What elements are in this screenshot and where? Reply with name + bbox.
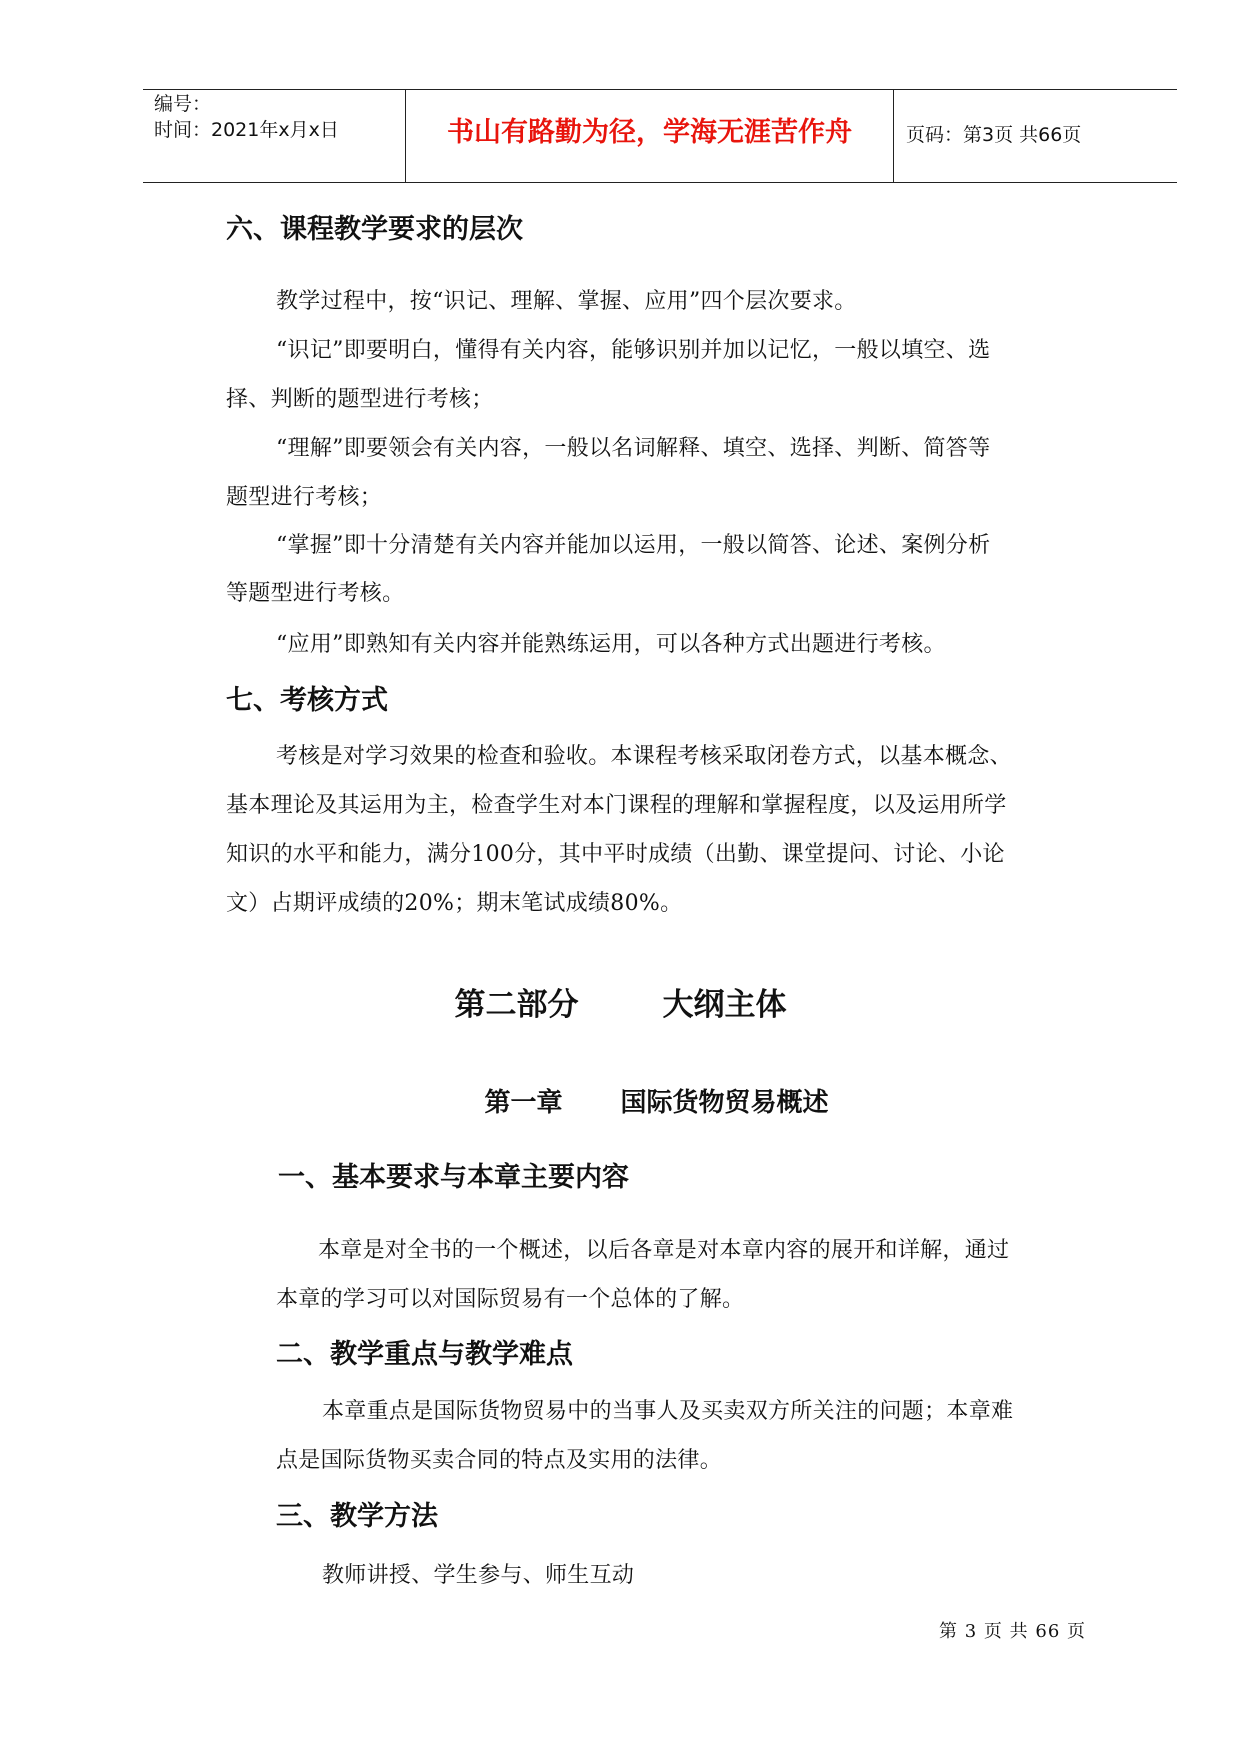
chapter-name: 国际货物贸易概述 (620, 1088, 829, 1118)
chapter1-section-1-title: 一、基本要求与本章主要内容 (278, 1162, 629, 1193)
chapter1-section-2-title: 二、教学重点与教学难点 (276, 1339, 573, 1370)
c3-line-1: 教师讲授、学生参与、师生互动 (322, 1563, 635, 1588)
c1-line-2: 本章的学习可以对国际贸易有一个总体的了解。 (276, 1287, 745, 1312)
time-label: 时间：2021年x月x日 (154, 119, 339, 141)
c2-line-2: 点是国际货物买卖合同的特点及实用的法律。 (276, 1448, 723, 1473)
s6-paragraph-4-line-1: “掌握”即十分清楚有关内容并能加以运用，一般以简答、论述、案例分析 (276, 533, 991, 558)
header-page-code: 页码：第3页 共66页 (906, 124, 1082, 146)
chapter-title (0, 1086, 1241, 1120)
s6-paragraph-5: “应用”即熟知有关内容并能熟练运用，可以各种方式出题进行考核。 (276, 632, 946, 657)
part-two-title (0, 985, 1241, 1025)
serial-label: 编号： (154, 93, 212, 115)
header-page-cell (894, 90, 1177, 182)
s7-line-3: 知识的水平和能力，满分100分，其中平时成绩（出勤、课堂提问、讨论、小论 (226, 842, 1005, 867)
s6-paragraph-3-line-1: “理解”即要领会有关内容，一般以名词解释、填空、选择、判断、简答等 (276, 436, 991, 461)
chapter1-section-3-title: 三、教学方法 (276, 1501, 438, 1532)
page-header (143, 89, 1177, 183)
s6-paragraph-2-line-2: 择、判断的题型进行考核； (226, 387, 494, 412)
s7-line-1: 考核是对学习效果的检查和验收。本课程考核采取闭卷方式，以基本概念、 (276, 744, 1012, 769)
part-name: 大纲主体 (662, 987, 787, 1023)
c2-line-1: 本章重点是国际货物贸易中的当事人及买卖双方所关注的问题；本章难 (322, 1399, 1014, 1424)
header-motto-cell (406, 90, 894, 182)
section-6-title: 六、课程教学要求的层次 (226, 214, 523, 245)
s6-paragraph-1: 教学过程中，按“识记、理解、掌握、应用”四个层次要求。 (276, 289, 857, 314)
chapter-label: 第一章 (484, 1088, 563, 1118)
part-label: 第二部分 (454, 987, 579, 1023)
s7-line-4: 文）占期评成绩的20%；期末笔试成绩80%。 (226, 891, 683, 916)
s6-paragraph-2-line-1: “识记”即要明白，懂得有关内容，能够识别并加以记忆，一般以填空、选 (276, 338, 991, 363)
s7-line-2: 基本理论及其运用为主，检查学生对本门课程的理解和掌握程度，以及运用所学 (226, 793, 1007, 818)
header-meta-cell (143, 90, 406, 182)
motto-text: 书山有路勤为径，学海无涯苦作舟 (447, 117, 852, 148)
section-7-title: 七、考核方式 (226, 685, 388, 716)
s6-paragraph-4-line-2: 等题型进行考核。 (226, 581, 405, 606)
s6-paragraph-3-line-2: 题型进行考核； (226, 485, 383, 510)
page-footer: 第 3 页 共 66 页 (939, 1621, 1086, 1642)
c1-line-1: 本章是对全书的一个概述，以后各章是对本章内容的展开和详解，通过 (318, 1238, 1010, 1263)
